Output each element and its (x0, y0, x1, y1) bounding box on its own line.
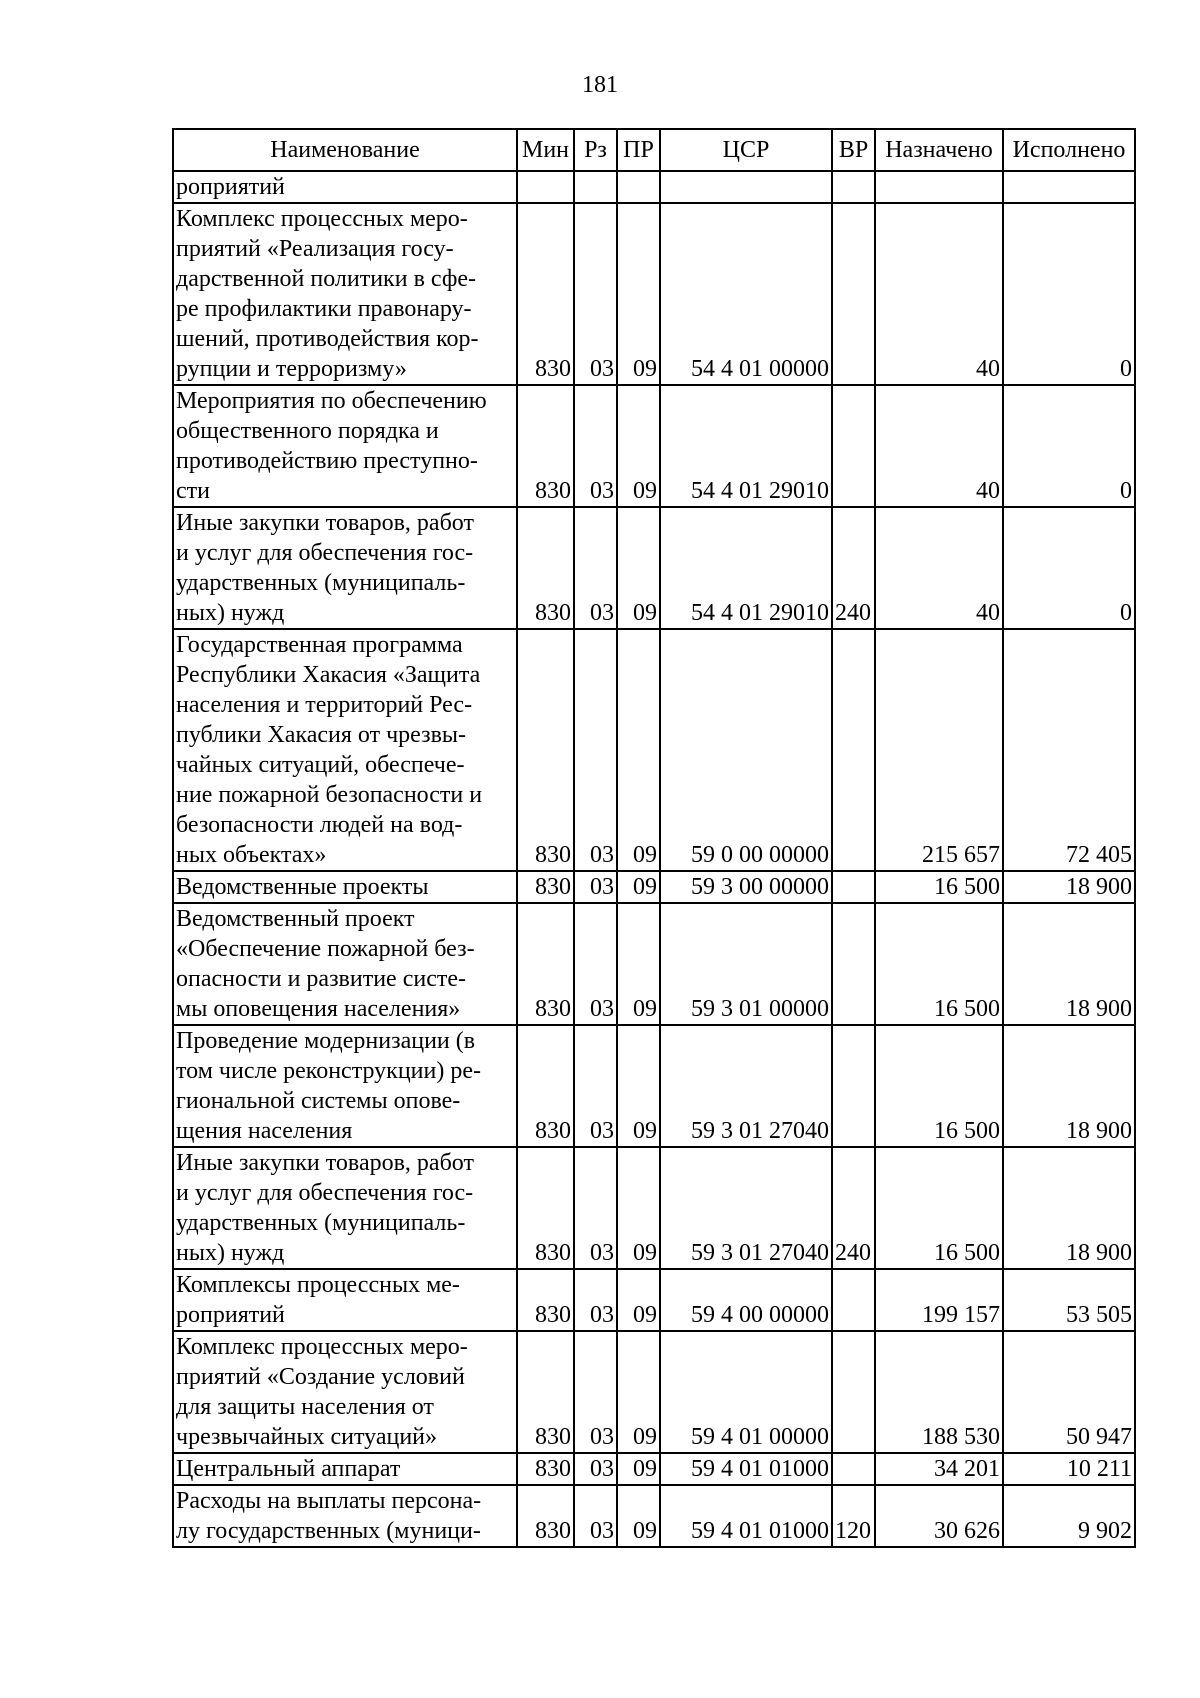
row-executed-cell: 10 211 (1003, 1453, 1135, 1485)
row-vr-cell (832, 1269, 875, 1331)
row-assigned-cell: 215 657 (875, 629, 1003, 871)
row-min-cell: 830 (517, 629, 574, 871)
row-name-cell: Ведомственный проект «Обеспечение пожарной без- опасности и развитие систе- мы оповещения населения» (173, 903, 517, 1025)
row-vr-cell: 240 (832, 507, 875, 629)
row-rz-cell: 03 (574, 1453, 617, 1485)
row-executed-cell: 53 505 (1003, 1269, 1135, 1331)
row-csr-cell: 54 4 01 00000 (660, 203, 832, 385)
table-row (173, 1331, 1135, 1453)
row-name-cell: Расходы на выплаты персона- лу государственных (муници- (173, 1485, 517, 1547)
row-rz-cell: 03 (574, 1147, 617, 1269)
header-rz: Рз (574, 129, 617, 171)
row-min-cell (517, 171, 574, 203)
row-pr-cell: 09 (617, 1269, 660, 1331)
header-pr: ПР (617, 129, 660, 171)
row-executed-cell: 18 900 (1003, 903, 1135, 1025)
table-row (173, 385, 1135, 507)
row-vr-cell (832, 171, 875, 203)
row-executed-cell: 18 900 (1003, 1025, 1135, 1147)
row-executed-cell: 0 (1003, 385, 1135, 507)
row-csr-cell: 59 4 01 01000 (660, 1453, 832, 1485)
row-csr-cell: 59 0 00 00000 (660, 629, 832, 871)
row-name-cell: Комплекс процессных меро- приятий «Создание условий для защиты населения от чрезвычайных ситуаций» (173, 1331, 517, 1453)
header-executed: Исполнено (1003, 129, 1135, 171)
row-rz-cell: 03 (574, 203, 617, 385)
row-executed-cell: 0 (1003, 507, 1135, 629)
row-rz-cell (574, 171, 617, 203)
table-row (173, 1269, 1135, 1331)
row-executed-cell: 0 (1003, 203, 1135, 385)
row-name-cell: роприятий (173, 171, 517, 203)
row-csr-cell: 59 3 01 00000 (660, 903, 832, 1025)
row-pr-cell: 09 (617, 1025, 660, 1147)
row-executed-cell: 18 900 (1003, 871, 1135, 903)
row-pr-cell: 09 (617, 507, 660, 629)
table-row (173, 871, 1135, 903)
table-row (173, 1485, 1135, 1547)
row-executed-cell: 18 900 (1003, 1147, 1135, 1269)
table-row (173, 171, 1135, 203)
row-pr-cell: 09 (617, 629, 660, 871)
row-name-cell: Мероприятия по обеспечению общественного порядка и противодействию преступно- сти (173, 385, 517, 507)
row-vr-cell: 120 (832, 1485, 875, 1547)
row-assigned-cell: 199 157 (875, 1269, 1003, 1331)
row-name-cell: Государственная программа Республики Хакасия «Защита населения и территорий Рес- публики Хакасия от чрезвы- чайных ситуаций, обеспече- ние пожарной безопасности и безопасности людей на вод- ных объектах» (173, 629, 517, 871)
row-executed-cell: 9 902 (1003, 1485, 1135, 1547)
row-min-cell: 830 (517, 385, 574, 507)
row-rz-cell: 03 (574, 1269, 617, 1331)
table-header-row (173, 129, 1135, 171)
row-assigned-cell: 40 (875, 507, 1003, 629)
row-assigned-cell: 16 500 (875, 903, 1003, 1025)
table-body (173, 171, 1135, 1547)
row-name-cell: Комплексы процессных ме- роприятий (173, 1269, 517, 1331)
header-csr: ЦСР (660, 129, 832, 171)
row-rz-cell: 03 (574, 1025, 617, 1147)
row-pr-cell: 09 (617, 871, 660, 903)
page-number: 181 (582, 72, 618, 98)
row-assigned-cell: 40 (875, 203, 1003, 385)
row-rz-cell: 03 (574, 1331, 617, 1453)
row-rz-cell: 03 (574, 507, 617, 629)
row-vr-cell (832, 903, 875, 1025)
row-min-cell: 830 (517, 1025, 574, 1147)
row-assigned-cell (875, 171, 1003, 203)
row-min-cell: 830 (517, 507, 574, 629)
row-min-cell: 830 (517, 903, 574, 1025)
row-csr-cell: 59 3 01 27040 (660, 1025, 832, 1147)
row-name-cell: Комплекс процессных меро- приятий «Реализация госу- дарственной политики в сфе- ре профилактики правонару- шений, противодействия кор- рупции и терроризму» (173, 203, 517, 385)
row-csr-cell: 59 3 01 27040 (660, 1147, 832, 1269)
row-min-cell: 830 (517, 1485, 574, 1547)
row-csr-cell: 54 4 01 29010 (660, 385, 832, 507)
row-vr-cell (832, 1025, 875, 1147)
row-pr-cell: 09 (617, 903, 660, 1025)
row-executed-cell (1003, 171, 1135, 203)
row-vr-cell (832, 203, 875, 385)
row-min-cell: 830 (517, 1147, 574, 1269)
row-min-cell: 830 (517, 1453, 574, 1485)
row-name-cell: Проведение модернизации (в том числе реконструкции) ре- гиональной системы опове- щения населения (173, 1025, 517, 1147)
row-pr-cell: 09 (617, 1147, 660, 1269)
table-row (173, 507, 1135, 629)
row-min-cell: 830 (517, 871, 574, 903)
table-row (173, 1025, 1135, 1147)
row-rz-cell: 03 (574, 1485, 617, 1547)
row-assigned-cell: 30 626 (875, 1485, 1003, 1547)
row-min-cell: 830 (517, 1331, 574, 1453)
row-csr-cell (660, 171, 832, 203)
header-vr: ВР (832, 129, 875, 171)
header-min: Мин (517, 129, 574, 171)
row-vr-cell (832, 871, 875, 903)
row-name-cell: Иные закупки товаров, работ и услуг для обеспечения гос- ударственных (муниципаль- ных) нужд (173, 507, 517, 629)
row-vr-cell (832, 629, 875, 871)
row-assigned-cell: 188 530 (875, 1331, 1003, 1453)
row-executed-cell: 72 405 (1003, 629, 1135, 871)
row-name-cell: Иные закупки товаров, работ и услуг для обеспечения гос- ударственных (муниципаль- ных) нужд (173, 1147, 517, 1269)
row-rz-cell: 03 (574, 385, 617, 507)
row-pr-cell: 09 (617, 203, 660, 385)
header-assigned: Назначено (875, 129, 1003, 171)
row-name-cell: Ведомственные проекты (173, 871, 517, 903)
row-pr-cell: 09 (617, 1453, 660, 1485)
row-name-cell: Центральный аппарат (173, 1453, 517, 1485)
row-csr-cell: 59 3 00 00000 (660, 871, 832, 903)
row-min-cell: 830 (517, 1269, 574, 1331)
row-assigned-cell: 16 500 (875, 1025, 1003, 1147)
table-row (173, 629, 1135, 871)
row-pr-cell (617, 171, 660, 203)
table-row (173, 203, 1135, 385)
row-vr-cell (832, 1331, 875, 1453)
row-executed-cell: 50 947 (1003, 1331, 1135, 1453)
row-rz-cell: 03 (574, 903, 617, 1025)
table-row (173, 1147, 1135, 1269)
row-csr-cell: 54 4 01 29010 (660, 507, 832, 629)
row-csr-cell: 59 4 00 00000 (660, 1269, 832, 1331)
row-vr-cell (832, 385, 875, 507)
budget-table (172, 128, 1136, 1548)
row-assigned-cell: 34 201 (875, 1453, 1003, 1485)
row-csr-cell: 59 4 01 01000 (660, 1485, 832, 1547)
row-min-cell: 830 (517, 203, 574, 385)
row-pr-cell: 09 (617, 1485, 660, 1547)
row-assigned-cell: 40 (875, 385, 1003, 507)
row-rz-cell: 03 (574, 629, 617, 871)
row-pr-cell: 09 (617, 1331, 660, 1453)
row-assigned-cell: 16 500 (875, 871, 1003, 903)
header-name: Наименование (173, 129, 517, 171)
row-rz-cell: 03 (574, 871, 617, 903)
row-pr-cell: 09 (617, 385, 660, 507)
table-row (173, 1453, 1135, 1485)
row-vr-cell (832, 1453, 875, 1485)
row-csr-cell: 59 4 01 00000 (660, 1331, 832, 1453)
row-assigned-cell: 16 500 (875, 1147, 1003, 1269)
table-row (173, 903, 1135, 1025)
row-vr-cell: 240 (832, 1147, 875, 1269)
